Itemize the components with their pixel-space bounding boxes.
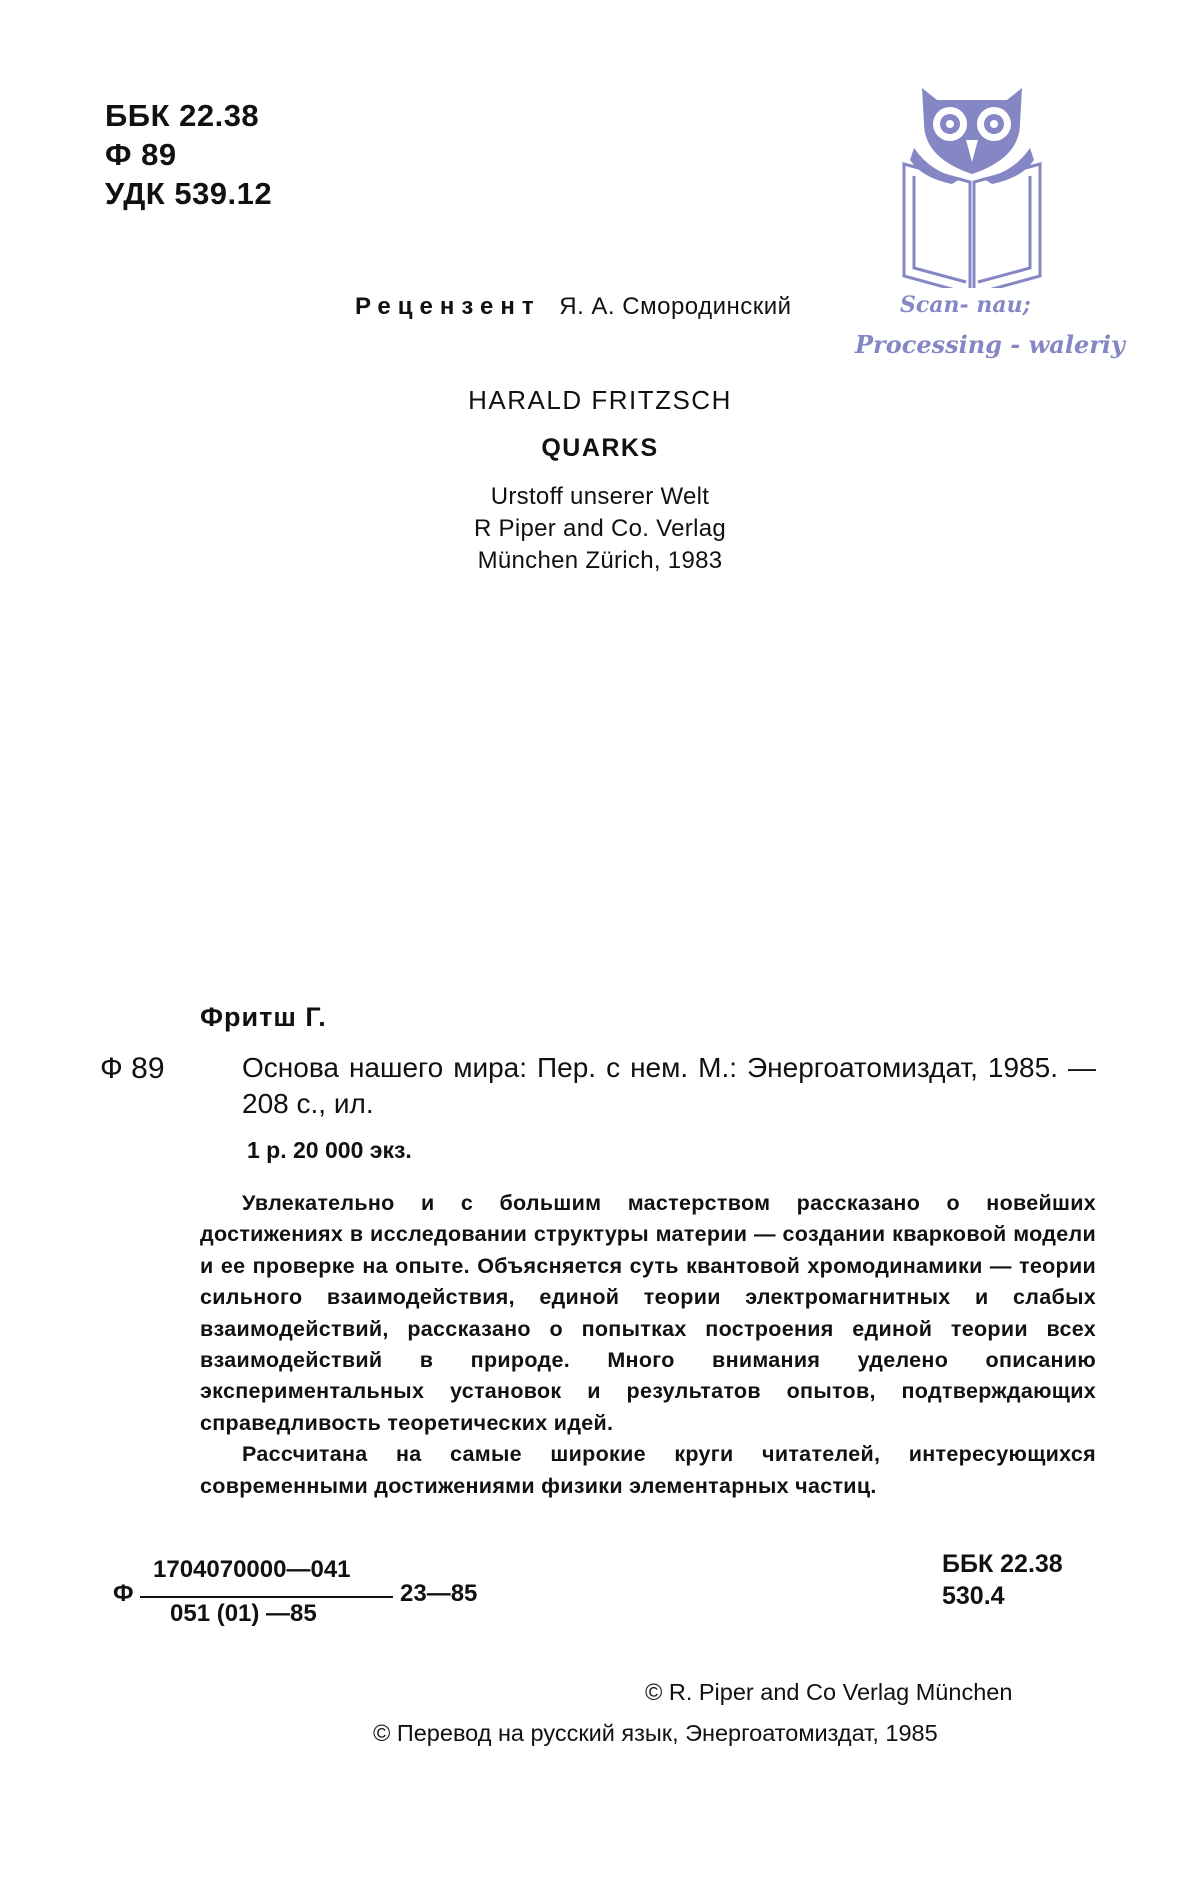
- original-imprint: [300, 481, 900, 577]
- udk-code: УДК 539.12: [105, 176, 273, 211]
- entry-price-circulation: 1 р. 20 000 экз.: [247, 1137, 412, 1163]
- reviewer-label: Рецензент: [355, 293, 541, 320]
- entry-description-text: Основа нашего мира: Пер. с нем. М.: Энергоатомиздат, 1985. — 208 с., ил.: [242, 1052, 1096, 1119]
- annotation-paragraph: Рассчитана на самые широкие круги читателей, интересующихся современными достижениями физики элементарных частиц.: [200, 1442, 1096, 1498]
- classification-codes: [105, 96, 272, 213]
- original-author: HARALD FRITZSCH: [468, 385, 732, 415]
- entry-author: Фритш Г.: [200, 1002, 327, 1032]
- original-publisher: R Piper and Co. Verlag: [473, 515, 727, 542]
- owl-reading-book-icon: [892, 78, 1052, 288]
- reviewer-line: [355, 293, 792, 321]
- annotation: [200, 1188, 1096, 1502]
- entry-description: [200, 1050, 1096, 1122]
- entry-code: Ф 89: [100, 1052, 165, 1085]
- copyright-translation: © Перевод на русский язык, Энергоатомиздат, 1985: [373, 1720, 938, 1746]
- bbk-bottom-sub: 530.4: [942, 1582, 1005, 1610]
- watermark-processing-text: Processing - waleriy: [855, 330, 1125, 359]
- watermark-scan-text: Scan- nau;: [900, 292, 1031, 318]
- original-place-year: München Zürich, 1983: [477, 547, 723, 574]
- f-code: Ф 89: [105, 137, 177, 172]
- index-numerator: 1704070000—041: [153, 1556, 351, 1583]
- index-tail: 23—85: [400, 1580, 478, 1607]
- bbk-code: ББК 22.38: [105, 98, 260, 133]
- bbk-bottom: [942, 1548, 1063, 1612]
- fraction-bar: [140, 1596, 393, 1598]
- index-denominator: 051 (01) —85: [170, 1600, 317, 1627]
- index-letter: Ф: [113, 1580, 134, 1607]
- annotation-paragraph: Увлекательно и с большим мастерством рассказано о новейших достижениях в исследовании структуры материи — создании кварковой модели и ее проверке на опыте. Объясняется суть квантовой хромодинамики — теории сильного взаимодействия, единой теории электромагнитных и слабых взаимодействий, рассказано о попытках построения единой теории всех взаимодействий в природе. Много внимания уделено описанию экспериментальных установок и результатов опытов, подтверждающих справедливость теоретических идей.: [200, 1191, 1096, 1435]
- original-subtitle: Urstoff unserer Welt: [490, 483, 710, 510]
- original-title: QUARKS: [541, 434, 659, 462]
- copyright-original: © R. Piper and Co Verlag München: [645, 1679, 1013, 1705]
- bbk-bottom-code: ББК 22.38: [942, 1550, 1063, 1578]
- reviewer-name: Я. А. Смородинский: [559, 293, 792, 320]
